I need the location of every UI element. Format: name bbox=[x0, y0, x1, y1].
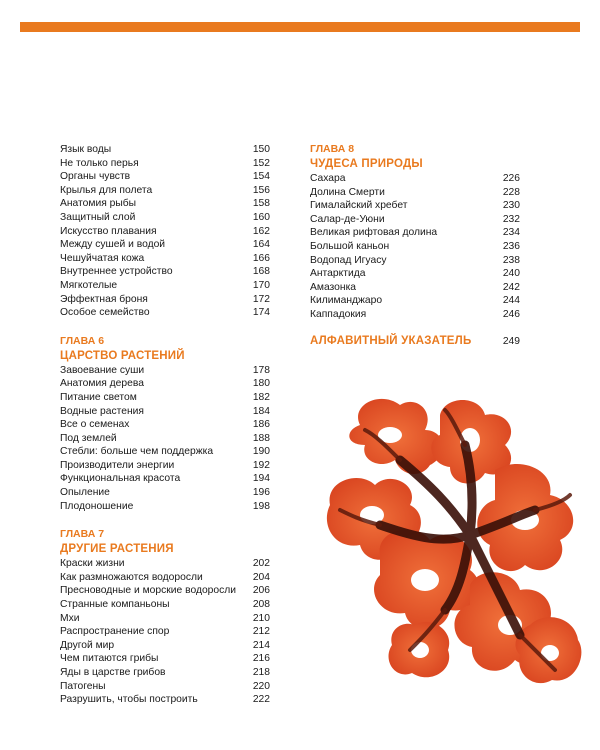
entry-page: 182 bbox=[252, 391, 270, 403]
entry-title: Краски жизни bbox=[60, 558, 125, 570]
entry-title: Мхи bbox=[60, 612, 80, 624]
list-item[interactable] bbox=[310, 186, 520, 200]
entry-page: 160 bbox=[252, 211, 270, 223]
list-item[interactable] bbox=[60, 252, 270, 266]
entry-title: Чешуйчатая кожа bbox=[60, 252, 145, 264]
toc-left-column bbox=[60, 143, 270, 707]
list-item[interactable] bbox=[60, 445, 270, 459]
entry-title: Водопад Игуасу bbox=[310, 254, 387, 266]
list-item[interactable] bbox=[60, 184, 270, 198]
entry-page: 156 bbox=[252, 184, 270, 196]
list-item[interactable] bbox=[60, 472, 270, 486]
entry-title: Мягкотелые bbox=[60, 279, 118, 291]
chapter7 bbox=[60, 528, 270, 707]
entry-page: 154 bbox=[252, 171, 270, 183]
entry-title: Под землей bbox=[60, 432, 117, 444]
entry-title: Амазонка bbox=[310, 281, 357, 293]
entry-page: 236 bbox=[502, 240, 520, 252]
chapter-title[interactable]: ЦАРСТВО РАСТЕНИЙ bbox=[60, 349, 185, 362]
entry-page: 198 bbox=[252, 500, 270, 512]
list-item[interactable] bbox=[60, 238, 270, 252]
entry-page: 166 bbox=[252, 252, 270, 264]
entry-page: 188 bbox=[252, 432, 270, 444]
entry-page: 158 bbox=[252, 198, 270, 210]
entry-page: 194 bbox=[252, 473, 270, 485]
list-item[interactable] bbox=[60, 459, 270, 473]
entry-title: Разрушить, чтобы построить bbox=[60, 694, 198, 706]
entry-page: 234 bbox=[502, 227, 520, 239]
entry-title: Распространение спор bbox=[60, 626, 170, 638]
entry-title: Килиманджаро bbox=[310, 295, 383, 307]
entry-title: Органы чувств bbox=[60, 171, 131, 183]
entry-title: Защитный слой bbox=[60, 211, 136, 223]
index-title: АЛФАВИТНЫЙ УКАЗАТЕЛЬ bbox=[310, 334, 472, 347]
entry-title: Эффектная броня bbox=[60, 293, 148, 305]
entry-title: Производители энергии bbox=[60, 459, 175, 471]
list-item[interactable] bbox=[60, 571, 270, 585]
list-item[interactable] bbox=[60, 265, 270, 279]
list-item[interactable] bbox=[60, 486, 270, 500]
entry-title: Язык воды bbox=[60, 144, 112, 155]
list-item[interactable] bbox=[60, 364, 270, 378]
red-seaweed-photo bbox=[320, 385, 590, 695]
list-item[interactable] bbox=[60, 625, 270, 639]
list-item[interactable] bbox=[310, 226, 520, 240]
list-item[interactable] bbox=[60, 432, 270, 446]
entry-title: Опыление bbox=[60, 487, 110, 499]
entry-page: 202 bbox=[252, 558, 270, 570]
entry-title: Гималайский хребет bbox=[310, 200, 408, 212]
list-item[interactable] bbox=[60, 584, 270, 598]
top-accent-bar bbox=[20, 22, 580, 32]
toc-right-column bbox=[310, 143, 520, 347]
list-item[interactable] bbox=[60, 306, 270, 320]
chapter8 bbox=[310, 143, 520, 322]
entry-page: 180 bbox=[252, 378, 270, 390]
entry-title: Как размножаются водоросли bbox=[60, 571, 203, 583]
entry-page: 172 bbox=[252, 293, 270, 305]
entry-title: Яды в царстве грибов bbox=[60, 667, 166, 678]
entry-title: Антарктида bbox=[310, 268, 366, 280]
entry-page: 196 bbox=[252, 487, 270, 499]
list-item[interactable] bbox=[60, 652, 270, 666]
list-item[interactable] bbox=[60, 157, 270, 171]
entry-title: Чем питаются грибы bbox=[60, 653, 159, 665]
entry-page: 238 bbox=[502, 254, 520, 266]
entry-title: Не только перья bbox=[60, 157, 139, 169]
list-item[interactable] bbox=[60, 418, 270, 432]
entry-page: 190 bbox=[252, 446, 270, 458]
entry-title: Великая рифтовая долина bbox=[310, 227, 438, 239]
entry-title: Стебли: больше чем поддержка bbox=[60, 446, 214, 458]
entry-title: Внутреннее устройство bbox=[60, 266, 173, 278]
list-item[interactable] bbox=[310, 308, 520, 322]
list-item[interactable] bbox=[60, 391, 270, 405]
entry-page: 164 bbox=[252, 239, 270, 251]
entry-page: 228 bbox=[502, 186, 520, 198]
list-item[interactable] bbox=[60, 680, 270, 694]
entry-title: Функциональная красота bbox=[60, 473, 181, 485]
entry-title: Крылья для полета bbox=[60, 184, 153, 196]
entry-page: 152 bbox=[252, 157, 270, 169]
entry-page: 162 bbox=[252, 225, 270, 237]
entry-page: 184 bbox=[252, 405, 270, 417]
entry-page: 150 bbox=[252, 144, 270, 155]
section5-list bbox=[60, 143, 270, 320]
list-item[interactable] bbox=[60, 500, 270, 514]
entry-page: 208 bbox=[252, 599, 270, 611]
list-item[interactable] bbox=[310, 172, 520, 186]
entry-page: 232 bbox=[502, 213, 520, 225]
entry-title: Салар-де-Уюни bbox=[310, 213, 385, 225]
chapter-label: ГЛАВА 6 bbox=[60, 334, 105, 347]
list-item[interactable] bbox=[60, 557, 270, 571]
entry-page: 230 bbox=[502, 200, 520, 212]
list-item[interactable] bbox=[60, 197, 270, 211]
entry-title: Другой мир bbox=[60, 639, 115, 651]
entry-title: Питание светом bbox=[60, 391, 137, 403]
list-item[interactable] bbox=[60, 293, 270, 307]
list-item[interactable] bbox=[60, 170, 270, 184]
alphabetical-index-entry[interactable] bbox=[310, 335, 520, 347]
entry-title: Водные растения bbox=[60, 405, 144, 417]
list-item[interactable] bbox=[60, 693, 270, 707]
list-item[interactable] bbox=[60, 377, 270, 391]
entry-page: 174 bbox=[252, 307, 270, 319]
entry-page: 186 bbox=[252, 419, 270, 431]
list-item[interactable] bbox=[310, 254, 520, 268]
chapter-label: ГЛАВА 7 bbox=[60, 528, 105, 541]
entry-page: 240 bbox=[502, 268, 520, 280]
entry-page: 246 bbox=[502, 308, 520, 320]
entry-title: Анатомия дерева bbox=[60, 378, 144, 390]
chapter-title[interactable]: ЧУДЕСА ПРИРОДЫ bbox=[310, 158, 423, 170]
entry-page: 206 bbox=[252, 585, 270, 597]
entry-page: 244 bbox=[502, 295, 520, 307]
entry-title: Завоевание суши bbox=[60, 364, 145, 376]
list-item[interactable] bbox=[60, 279, 270, 293]
chapter6 bbox=[60, 335, 270, 514]
list-item[interactable] bbox=[310, 240, 520, 254]
entry-page: 210 bbox=[252, 612, 270, 624]
entry-page: 204 bbox=[252, 571, 270, 583]
entry-title: Сахара bbox=[310, 173, 346, 184]
entry-page: 222 bbox=[252, 694, 270, 706]
entry-title: Пресноводные и морские водоросли bbox=[60, 585, 237, 597]
entry-page: 214 bbox=[252, 639, 270, 651]
list-item[interactable] bbox=[60, 211, 270, 225]
entry-title: Странные компаньоны bbox=[60, 599, 170, 611]
list-item[interactable] bbox=[60, 225, 270, 239]
list-item[interactable] bbox=[310, 281, 520, 295]
entry-page: 216 bbox=[252, 653, 270, 665]
index-page: 249 bbox=[502, 335, 520, 347]
entry-title: Искусство плавания bbox=[60, 225, 157, 237]
entry-page: 178 bbox=[252, 364, 270, 376]
list-item[interactable] bbox=[310, 267, 520, 281]
entry-title: Каппадокия bbox=[310, 308, 367, 320]
entry-page: 192 bbox=[252, 459, 270, 471]
list-item[interactable] bbox=[60, 666, 270, 680]
entry-page: 218 bbox=[252, 667, 270, 678]
entry-title: Патогены bbox=[60, 680, 106, 692]
entry-page: 242 bbox=[502, 281, 520, 293]
list-item[interactable] bbox=[60, 612, 270, 626]
list-item[interactable] bbox=[60, 143, 270, 157]
list-item[interactable] bbox=[60, 405, 270, 419]
list-item[interactable] bbox=[310, 294, 520, 308]
entry-title: Плодоношение bbox=[60, 500, 134, 512]
list-item[interactable] bbox=[310, 199, 520, 213]
entry-title: Большой каньон bbox=[310, 240, 390, 252]
entry-title: Все о семенах bbox=[60, 419, 130, 431]
entry-page: 170 bbox=[252, 279, 270, 291]
entry-page: 212 bbox=[252, 626, 270, 638]
entry-title: Особое семейство bbox=[60, 307, 150, 319]
entry-page: 168 bbox=[252, 266, 270, 278]
entry-page: 220 bbox=[252, 680, 270, 692]
list-item[interactable] bbox=[310, 213, 520, 227]
entry-title: Анатомия рыбы bbox=[60, 198, 137, 210]
chapter-label: ГЛАВА 8 bbox=[310, 143, 355, 155]
entry-title: Между сушей и водой bbox=[60, 239, 166, 251]
list-item[interactable] bbox=[60, 639, 270, 653]
chapter-title[interactable]: ДРУГИЕ РАСТЕНИЯ bbox=[60, 543, 174, 556]
entry-title: Долина Смерти bbox=[310, 186, 385, 198]
list-item[interactable] bbox=[60, 598, 270, 612]
entry-page: 226 bbox=[502, 173, 520, 184]
